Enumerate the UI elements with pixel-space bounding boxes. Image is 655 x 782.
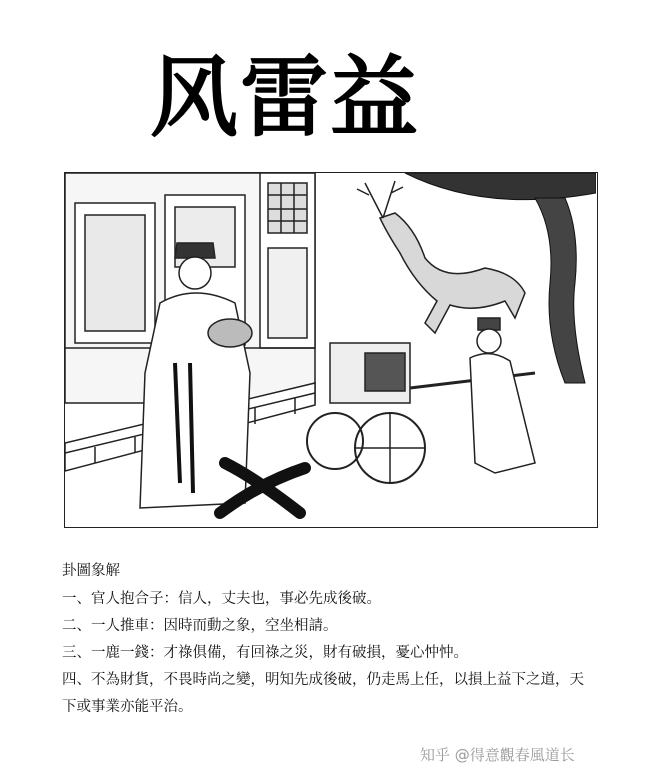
explanation-line-3: 三、一鹿一錢：才祿俱備，有回祿之災，財有破損，憂心忡忡。 xyxy=(62,645,468,661)
deer-illustration xyxy=(357,181,525,333)
explanation-line-1: 一、官人抱合子：信人，丈夫也，事必先成後破。 xyxy=(62,591,381,607)
page-title: 风雷益 xyxy=(150,46,421,149)
explanation-line-4: 四、不為財貨，不畏時尚之變，明知先成後破，仍走馬上任，以損上益下之道，天下或事業亦能平治。 xyxy=(62,672,584,715)
servant-figure-illustration xyxy=(470,318,535,473)
zhihu-watermark: 知乎 @得意觀春風道长 xyxy=(420,746,575,764)
hexagram-illustration xyxy=(64,172,598,528)
hexagram-explanation xyxy=(62,558,592,721)
explanation-heading: 卦圖象解 xyxy=(62,563,120,579)
explanation-line-2: 二、一人推車：因時而動之象，空坐相請。 xyxy=(62,618,338,634)
